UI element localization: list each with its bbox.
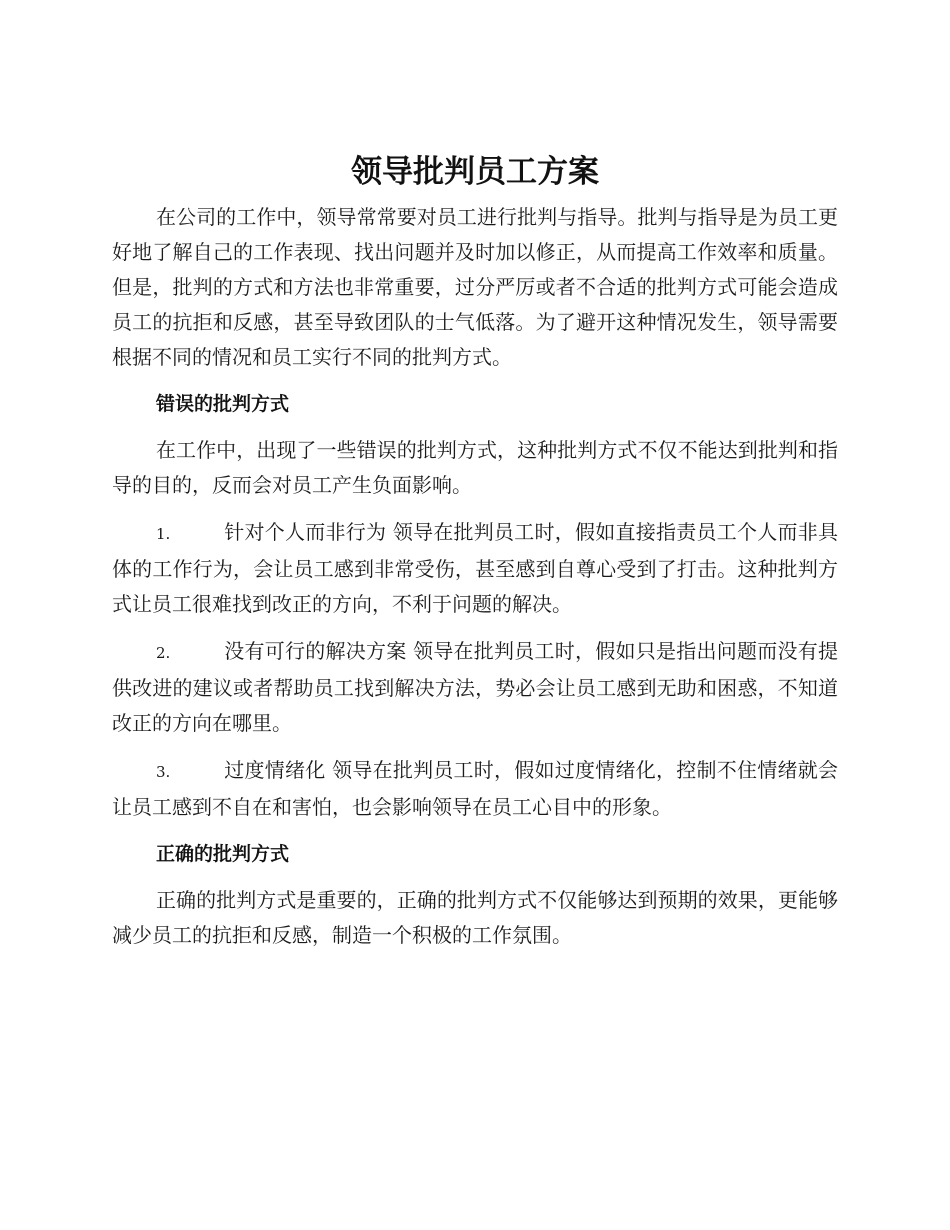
- document-title: 领导批判员工方案: [351, 154, 599, 190]
- intro-paragraph: 在公司的工作中，领导常常要对员工进行批判与指导。批判与指导是为员工更好地了解自己的工作表现、找出问题并及时加以修正，从而提高工作效率和质量。但是，批判的方式和方法也非常重要，过分严厉或者不合适的批判方式可能会造成员工的抗拒和反感，甚至导致团队的士气低落。为了避开这种情况发生，领导需要根据不同的情况和员工实行不同的批判方式。: [112, 205, 838, 369]
- list-item: [112, 515, 838, 622]
- list-item: [112, 634, 838, 741]
- section-heading-correct-methods: 正确的批判方式: [156, 843, 290, 865]
- section-heading-wrong-methods: 错误的批判方式: [156, 393, 290, 415]
- section-paragraph-correct-methods: 正确的批判方式是重要的，正确的批判方式不仅能够达到预期的效果，更能够减少员工的抗拒和反感，制造一个积极的工作氛围。: [112, 888, 838, 947]
- document-body: [112, 150, 838, 965]
- list-item-text: 针对个人而非行为 领导在批判员工时，假如直接指责员工个人而非具体的工作行为，会让员工感到非常受伤，甚至感到自尊心受到了打击。这种批判方式让员工很难找到改正的方向，不利于问题的解决。: [112, 520, 838, 616]
- list-item-text: 过度情绪化 领导在批判员工时，假如过度情绪化，控制不住情绪就会让员工感到不自在和害怕，也会影响领导在员工心目中的形象。: [112, 758, 838, 819]
- section-paragraph-wrong-methods: 在工作中，出现了一些错误的批判方式，这种批判方式不仅不能达到批判和指导的目的，反而会对员工产生负面影响。: [112, 438, 838, 497]
- list-item-number: 2.: [156, 644, 171, 662]
- list-item-text: 没有可行的解决方案 领导在批判员工时，假如只是指出问题而没有提供改进的建议或者帮助员工找到解决方法，势必会让员工感到无助和困惑，不知道改正的方向在哪里。: [112, 639, 838, 735]
- list-item-number: 1.: [156, 525, 171, 543]
- list-item-number: 3.: [156, 763, 171, 781]
- list-item: [112, 753, 838, 825]
